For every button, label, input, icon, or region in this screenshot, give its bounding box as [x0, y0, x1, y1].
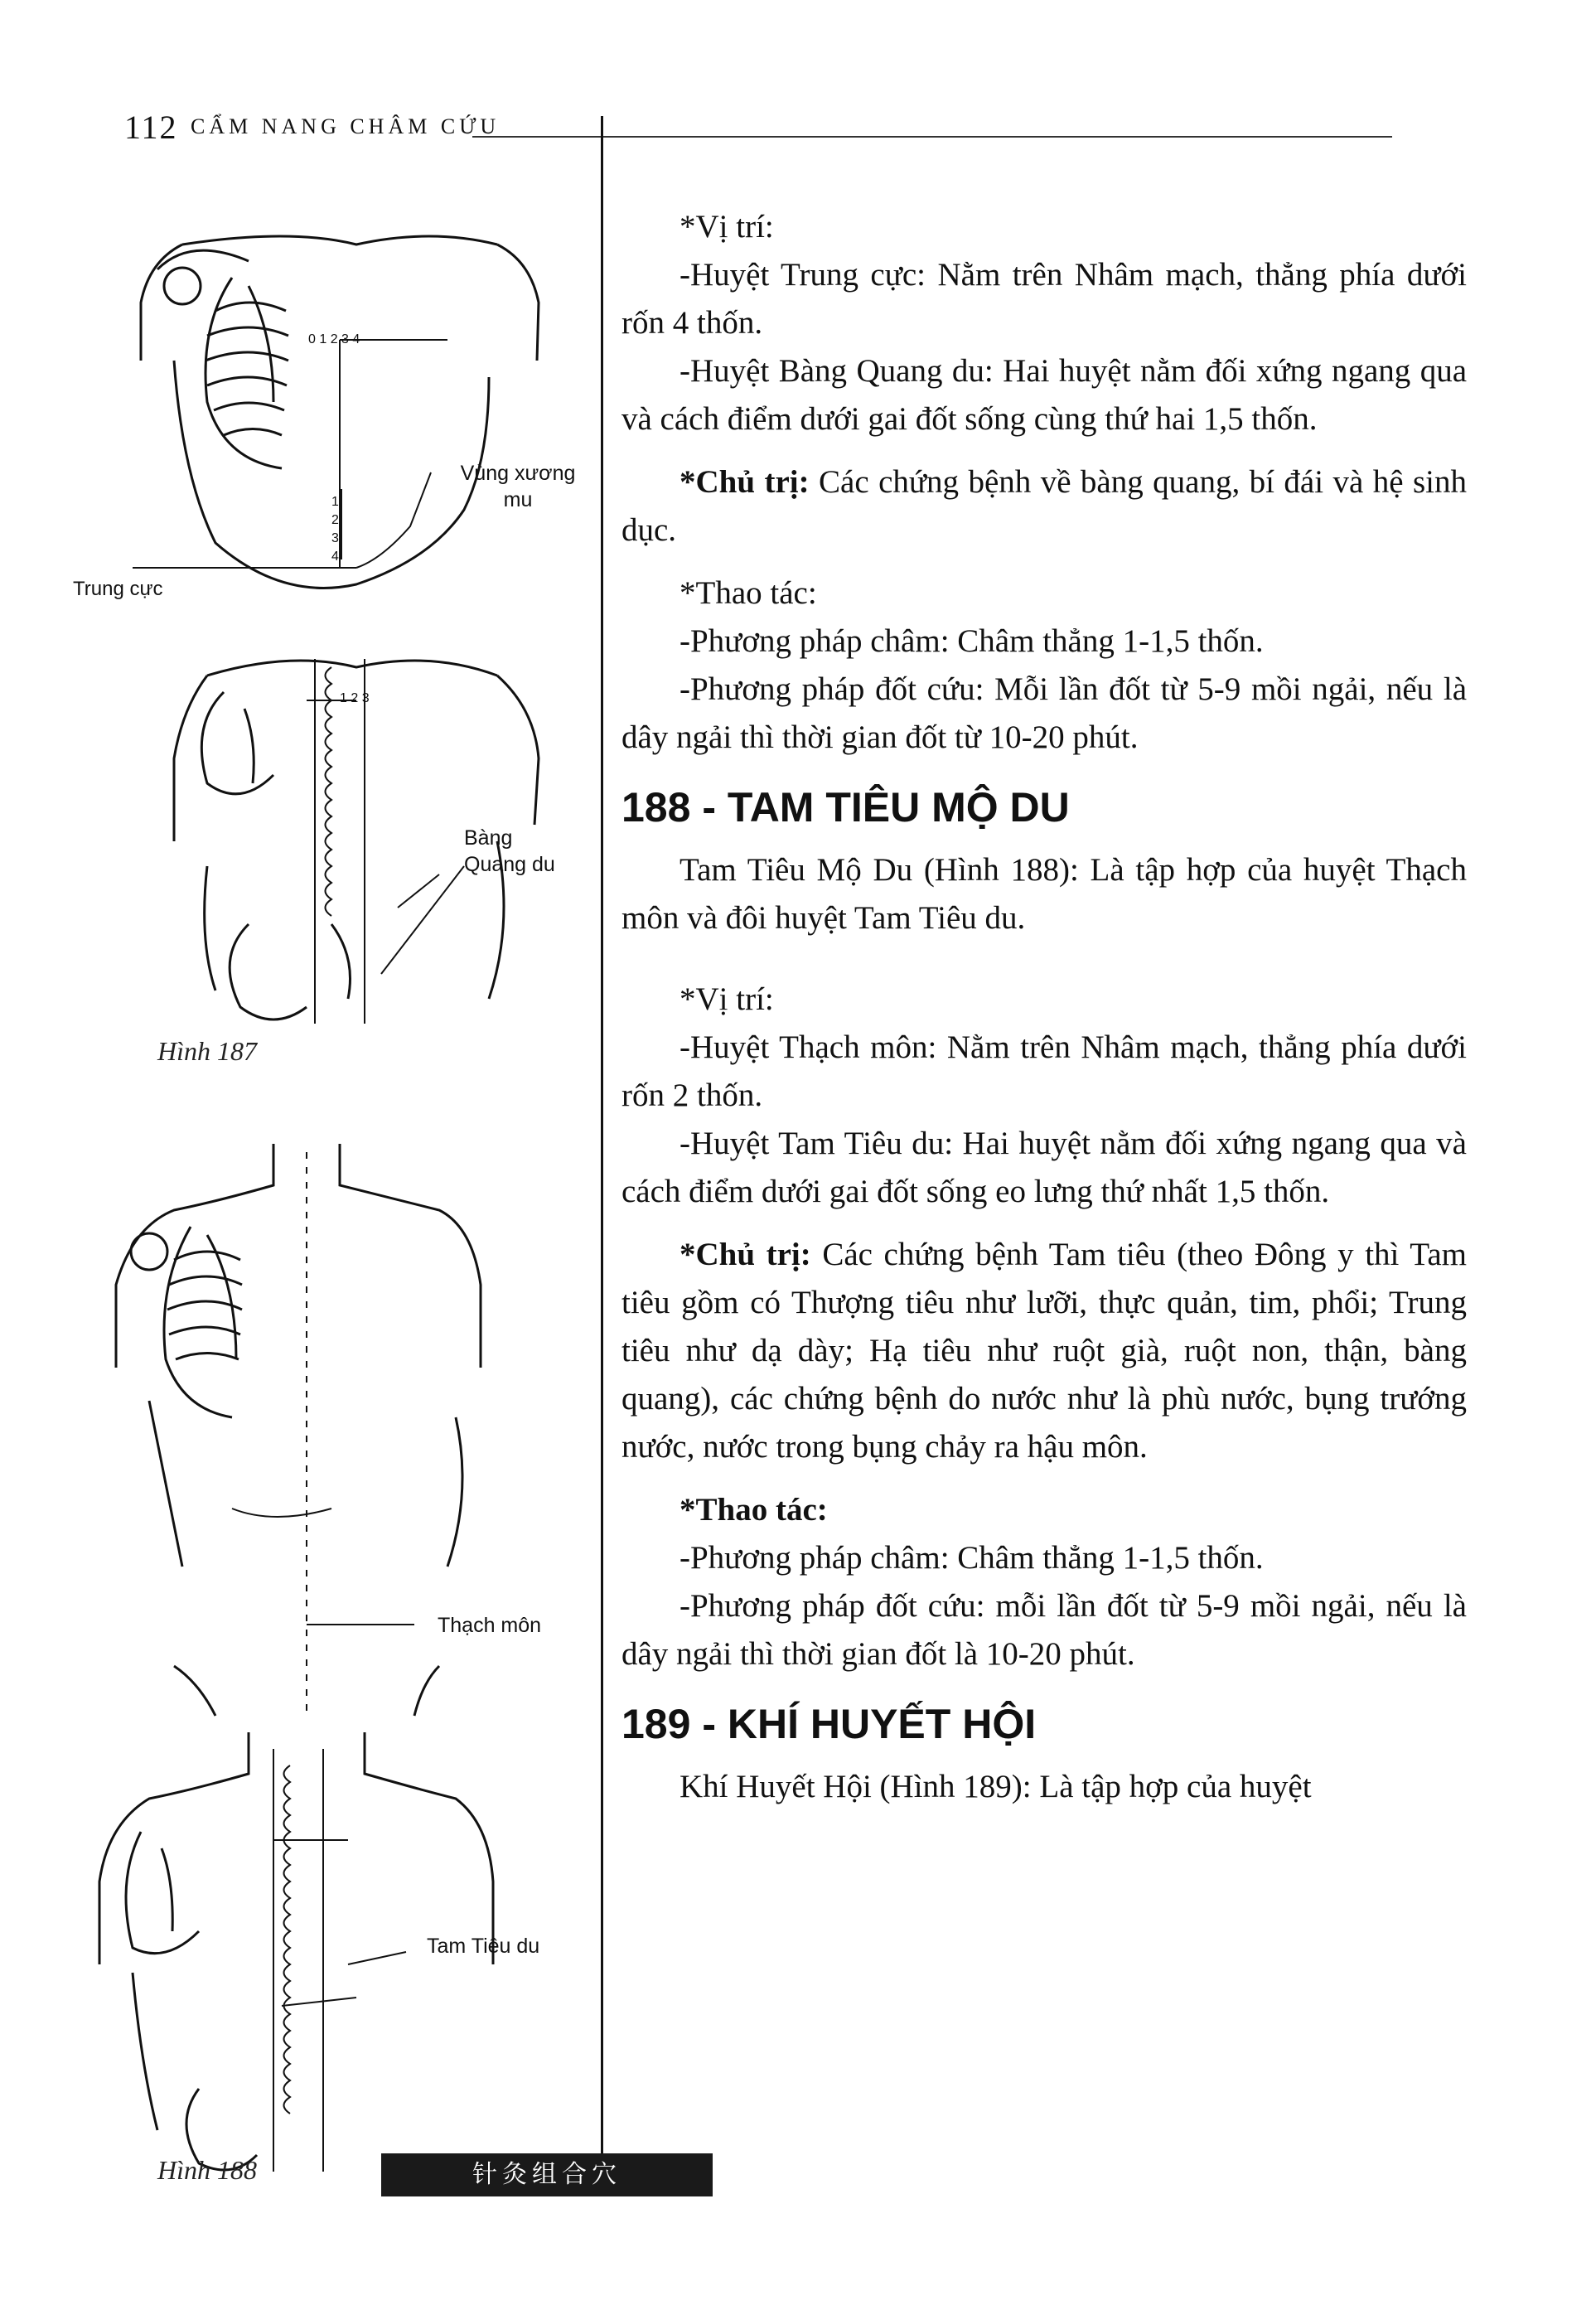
section-188-tam-tieu-du: -Huyệt Tam Tiêu du: Hai huyệt nằm đối xứng ngang qua và cách điểm dưới gai đốt sống eo lưng thứ nhất 1,5 thốn.	[621, 1126, 1467, 1209]
page-header	[124, 108, 1392, 157]
label-tam-tieu-du: Tam Tiêu du	[427, 1935, 540, 1958]
vertical-scale-4: 4	[331, 550, 339, 564]
caption-hinh-188: Hình 188	[157, 2155, 257, 2185]
running-title: CẨM NANG CHÂM CỨU	[191, 114, 501, 138]
paragraph-phuong-phap-dot-cuu: -Phương pháp đốt cứu: Mỗi lần đốt từ 5-9 mồi ngải, nếu là dây ngải thì thời gian đốt từ 10-20 phút.	[621, 671, 1467, 755]
paragraph-chu-tri	[621, 458, 1467, 555]
label-thach-mon: Thạch môn	[438, 1614, 542, 1637]
section-189-intro: Khí Huyết Hội (Hình 189): Là tập hợp của huyệt	[680, 1769, 1312, 1804]
section-188-phuong-phap-cham: -Phương pháp châm: Châm thẳng 1-1,5 thốn.	[680, 1540, 1264, 1576]
section-188-thach-mon: -Huyệt Thạch môn: Nằm trên Nhâm mạch, thẳng phía dưới rốn 2 thốn.	[621, 1029, 1467, 1113]
label-vung-xuong-mu: Vùng xương mu	[460, 462, 576, 511]
footer-stamp: 针灸组合穴	[381, 2153, 713, 2196]
section-188-vitri-label: *Vị trí:	[680, 981, 774, 1017]
section-188-thao-tac-label: *Thao tác:	[680, 1492, 828, 1528]
chu-tri-text: Các chứng bệnh về bàng quang, bí đái và hệ sinh dục.	[621, 464, 1467, 548]
figure-188-illustration	[83, 1136, 580, 2213]
header-rule	[472, 136, 1392, 138]
section-188-chu-tri-text: Các chứng bệnh Tam tiêu (theo Đông y thì Tam tiêu gồm có Thượng tiêu như lưỡi, thực quản, tim, phổi; Trung tiêu như dạ dày; Hạ tiêu như ruột già, ruột non, thận, bàng quang), các chứng bệnh do nước như là phù nước, bụng trướng nước, nước trong bụng chảy ra hậu môn.	[621, 1237, 1467, 1465]
text-column	[621, 203, 1467, 1811]
vertical-scale-1: 1	[331, 495, 339, 509]
section-188-phuong-phap-dot-cuu: -Phương pháp đốt cứu: mỗi lần đốt từ 5-9 mồi ngải, nếu là dây ngải thì thời gian đốt là 10-20 phút.	[621, 1588, 1467, 1672]
caption-hinh-187: Hình 187	[157, 1036, 257, 1066]
section-188-intro: Tam Tiêu Mộ Du (Hình 188): Là tập hợp của huyệt Thạch môn và đôi huyệt Tam Tiêu du.	[621, 852, 1467, 936]
paragraph-phuong-phap-cham: -Phương pháp châm: Châm thẳng 1-1,5 thốn.	[680, 623, 1264, 659]
figure-187	[73, 211, 580, 1066]
front-scale-label: 0 1 2 3 4	[308, 332, 360, 346]
section-188-chu-tri	[621, 1231, 1467, 1471]
section-heading-189: 189 - KHÍ HUYẾT HỘI	[621, 1701, 1037, 1747]
paragraph-trung-cuc: -Huyệt Trung cực: Nằm trên Nhâm mạch, thẳng phía dưới rốn 4 thốn.	[621, 257, 1467, 341]
thao-tac-label: *Thao tác:	[680, 575, 817, 611]
figure-188	[83, 1136, 580, 2213]
back-scale-label: 1 2 3	[340, 691, 370, 705]
chu-tri-label: *Chủ trị:	[680, 464, 810, 500]
section-heading-188: 188 - TAM TIÊU MỘ DU	[621, 784, 1070, 831]
label-trung-cuc: Trung cực	[73, 578, 163, 600]
page-number: 112	[124, 109, 178, 146]
vertical-scale-2: 2	[331, 513, 339, 527]
paragraph-bang-quang-du: -Huyệt Bàng Quang du: Hai huyệt nằm đối xứng ngang qua và cách điểm dưới gai đốt sống cùng thứ hai 1,5 thốn.	[621, 353, 1467, 437]
label-bang-quang-du: Bàng Quang du	[464, 826, 555, 876]
vertical-scale-3: 3	[331, 531, 339, 545]
section-188-chu-tri-label: *Chủ trị:	[680, 1237, 811, 1272]
column-divider	[601, 116, 603, 2172]
vitri-label: *Vị trí:	[680, 209, 774, 245]
